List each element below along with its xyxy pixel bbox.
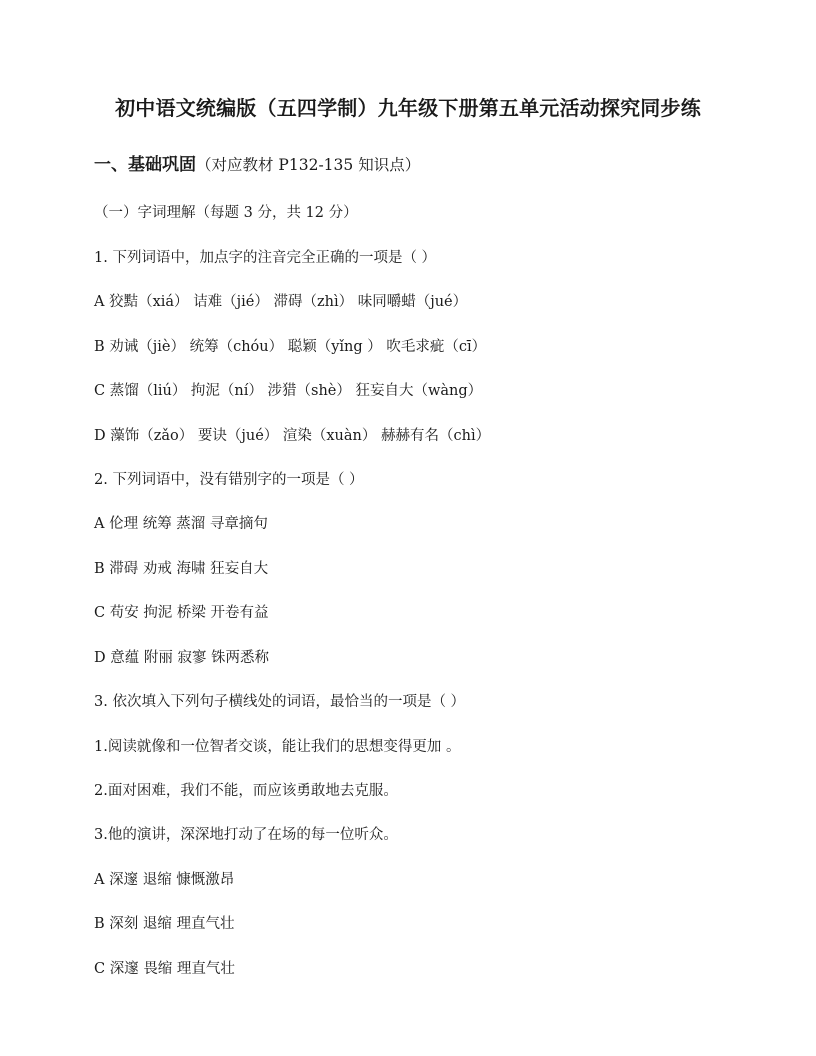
question-1-option-b: B 劝诫（jiè） 统筹（chóu） 聪颖（yǐng ） 吹毛求疵（cī） xyxy=(94,339,487,355)
section-heading-bold: 一、基础巩固 xyxy=(94,155,196,175)
question-2-option-c: C 苟安 拘泥 桥梁 开卷有益 xyxy=(94,605,269,621)
section-heading xyxy=(94,150,420,175)
question-3-option-b: B 深刻 退缩 理直气壮 xyxy=(94,916,235,932)
question-3-option-a: A 深邃 退缩 慷慨激昂 xyxy=(94,872,235,888)
question-2: 2. 下列词语中，没有错别字的一项是（ ） xyxy=(94,472,364,488)
question-1-option-d: D 藻饰（zǎo） 要诀（jué） 渲染（xuàn） 赫赫有名（chì） xyxy=(94,428,491,444)
question-3-sentence-1: 1.阅读就像和一位智者交谈，能让我们的思想变得更加 。 xyxy=(94,739,461,755)
question-2-option-d: D 意蕴 附丽 寂寥 铢两悉称 xyxy=(94,650,270,666)
question-2-option-a: A 伦理 统筹 蒸溜 寻章摘句 xyxy=(94,516,268,532)
question-2-option-b: B 滞碍 劝戒 海啸 狂妄自大 xyxy=(94,561,269,577)
question-3: 3. 依次填入下列句子横线处的词语，最恰当的一项是（ ） xyxy=(94,694,466,710)
question-3-option-c: C 深邃 畏缩 理直气壮 xyxy=(94,961,235,977)
question-3-sentence-3: 3.他的演讲，深深地打动了在场的每一位听众。 xyxy=(94,827,398,843)
document-title: 初中语文统编版（五四学制）九年级下册第五单元活动探究同步练 xyxy=(115,96,701,120)
section-heading-note: （对应教材 P132-135 知识点） xyxy=(196,156,421,174)
question-3-sentence-2: 2.面对困难，我们不能，而应该勇敢地去克服。 xyxy=(94,783,398,799)
question-1-option-a: A 狡黠（xiá） 诘难（jié） 滞碍（zhì） 味同嚼蜡（jué） xyxy=(94,294,468,310)
question-1: 1. 下列词语中，加点字的注音完全正确的一项是（ ） xyxy=(94,250,437,266)
question-1-option-c: C 蒸馏（liú） 拘泥（ní） 涉猎（shè） 狂妄自大（wàng） xyxy=(94,383,483,399)
subsection-heading: （一）字词理解（每题 3 分，共 12 分） xyxy=(94,205,358,221)
